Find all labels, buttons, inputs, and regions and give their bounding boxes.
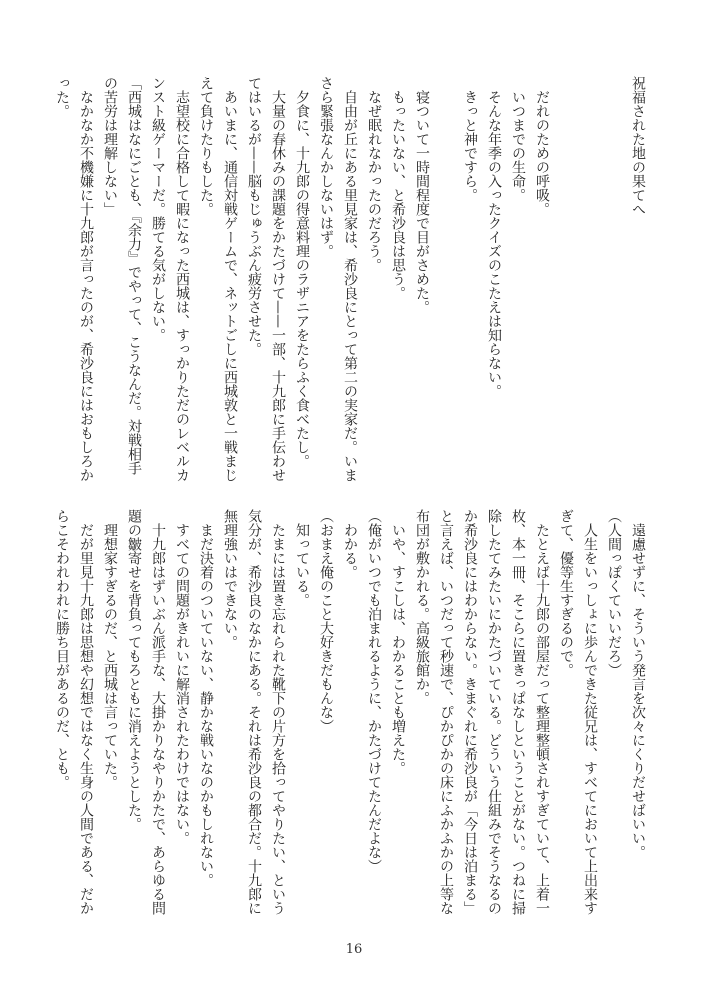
text-line: ぎて、優等生すぎるので。 [558, 509, 574, 677]
text-line: 枚、本一冊、そこらに置きっぱなしということがない。つねに掃 [510, 509, 526, 915]
text-line: もったいない、と希沙良は思う。 [390, 76, 406, 300]
text-line: すべての問題がきれいに解消されたわけではない。 [174, 509, 190, 845]
text-line: きっと神ですら。 [462, 76, 478, 202]
text-line: の苦労は理解しない」 [102, 76, 118, 216]
text-line: 志望校に合格して暇になった西城は、すっかりただのレベルカ [174, 76, 190, 482]
text-line: 夕食に、十九郎の得意料理のラザニアをたらふく食べたし。 [294, 76, 310, 468]
text-line: か希沙良にはわからない。きまぐれに希沙良が「今日は泊まる」 [462, 509, 478, 915]
text-line: さら緊張なんかしないはず。 [318, 76, 334, 258]
blank-line [602, 76, 626, 476]
lower-text-block [50, 509, 650, 915]
text-line: だが里見十九郎は思想や幻想ではなく生身の人間である、だか [78, 509, 94, 915]
text-line: （人間っぽくていいだろ） [606, 509, 622, 677]
text-line: そんな年季の入ったクイズのこたえは知らない。 [486, 76, 502, 398]
text-line: わかる。 [342, 509, 358, 579]
text-line: （おまえ俺のこと大好きだもんな） [318, 509, 334, 733]
text-line: 遠慮せずに、そういう発言を次々にくりだせばいい。 [630, 509, 646, 859]
blank-line [434, 76, 458, 476]
text-line: 自由が丘にある里見家は、希沙良にとって第二の実家だ。いま [342, 76, 358, 482]
text-line: てはいるが——脳もじゅうぶん疲労させた。 [246, 76, 262, 356]
text-line: なぜ眠れなかったのだろう。 [366, 76, 382, 272]
chapter-title: 祝福された地の果てへ [630, 76, 646, 216]
text-line: えて負けたりもした。 [198, 76, 214, 216]
text-line: たまには置き忘れられた靴下の片方を拾ってやりたい、という [270, 509, 286, 915]
text-line: と言えば、いつだって秒速で、ぴかぴかの床にふかふかの上等な [438, 509, 454, 915]
text-line: 人生をいっしょに歩んできた従兄は、すべてにおいて上出来す [582, 509, 598, 915]
text-line: 理想家すぎるのだ、と西城は言っていた。 [102, 509, 118, 789]
text-line: った。 [54, 76, 70, 118]
blank-line [578, 76, 602, 476]
text-line: らこそわれわれに勝ち目があるのだ、とも。 [54, 509, 70, 789]
text-line: 「西城はなにごとも、『余力』でやって、こうなんだ。対戦相手 [126, 76, 142, 475]
text-line: たとえば十九郎の部屋だって整理整頓されすぎていて、上着一 [534, 509, 550, 915]
text-line: 寝ついて一時間程度で目がさめた。 [414, 76, 430, 314]
text-line: 気分が、希沙良のなかにある。それは希沙良の都合だ。十九郎に [246, 509, 262, 915]
page-number: 16 [345, 942, 363, 957]
text-line: いや、すこしは、わかることも増えた。 [390, 509, 406, 775]
text-line: なかなか不機嫌に十九郎が言ったのが、希沙良にはおもしろか [78, 76, 94, 482]
upper-text-block [50, 76, 650, 482]
text-line: だれのための呼吸。 [534, 76, 550, 216]
text-line: （俺がいつでも泊まれるように、かたづけてたんだよな） [366, 509, 382, 873]
text-line: 無理強いはできない。 [222, 509, 238, 649]
text-line: ンスト級ゲーマーだ。勝てる気がしない。 [150, 76, 166, 342]
text-line: 除したてみたいにかたづいている。どういう仕組みでそうなるの [486, 509, 502, 915]
blank-line [554, 76, 578, 476]
text-line: いつまでの生命。 [510, 76, 526, 202]
text-line: 十九郎はずいぶん派手な、大掛かりなやりかたで、あらゆる問 [150, 509, 166, 915]
text-line: 題の皺寄せを背負ってもろともに消えようとした。 [126, 509, 142, 831]
text-line: 知っている。 [294, 509, 310, 607]
text-line: まだ決着のついていない、静かな戦いなのかもしれない。 [198, 509, 214, 887]
text-line: 大量の春休みの課題をかたづけて——一部、十九郎に手伝わせ [270, 76, 286, 482]
text-line: 布団が敷かれる。高級旅館か。 [414, 509, 430, 705]
text-line: あいまに、通信対戦ゲームで、ネットごしに西城敦と一戦まじ [222, 76, 238, 482]
